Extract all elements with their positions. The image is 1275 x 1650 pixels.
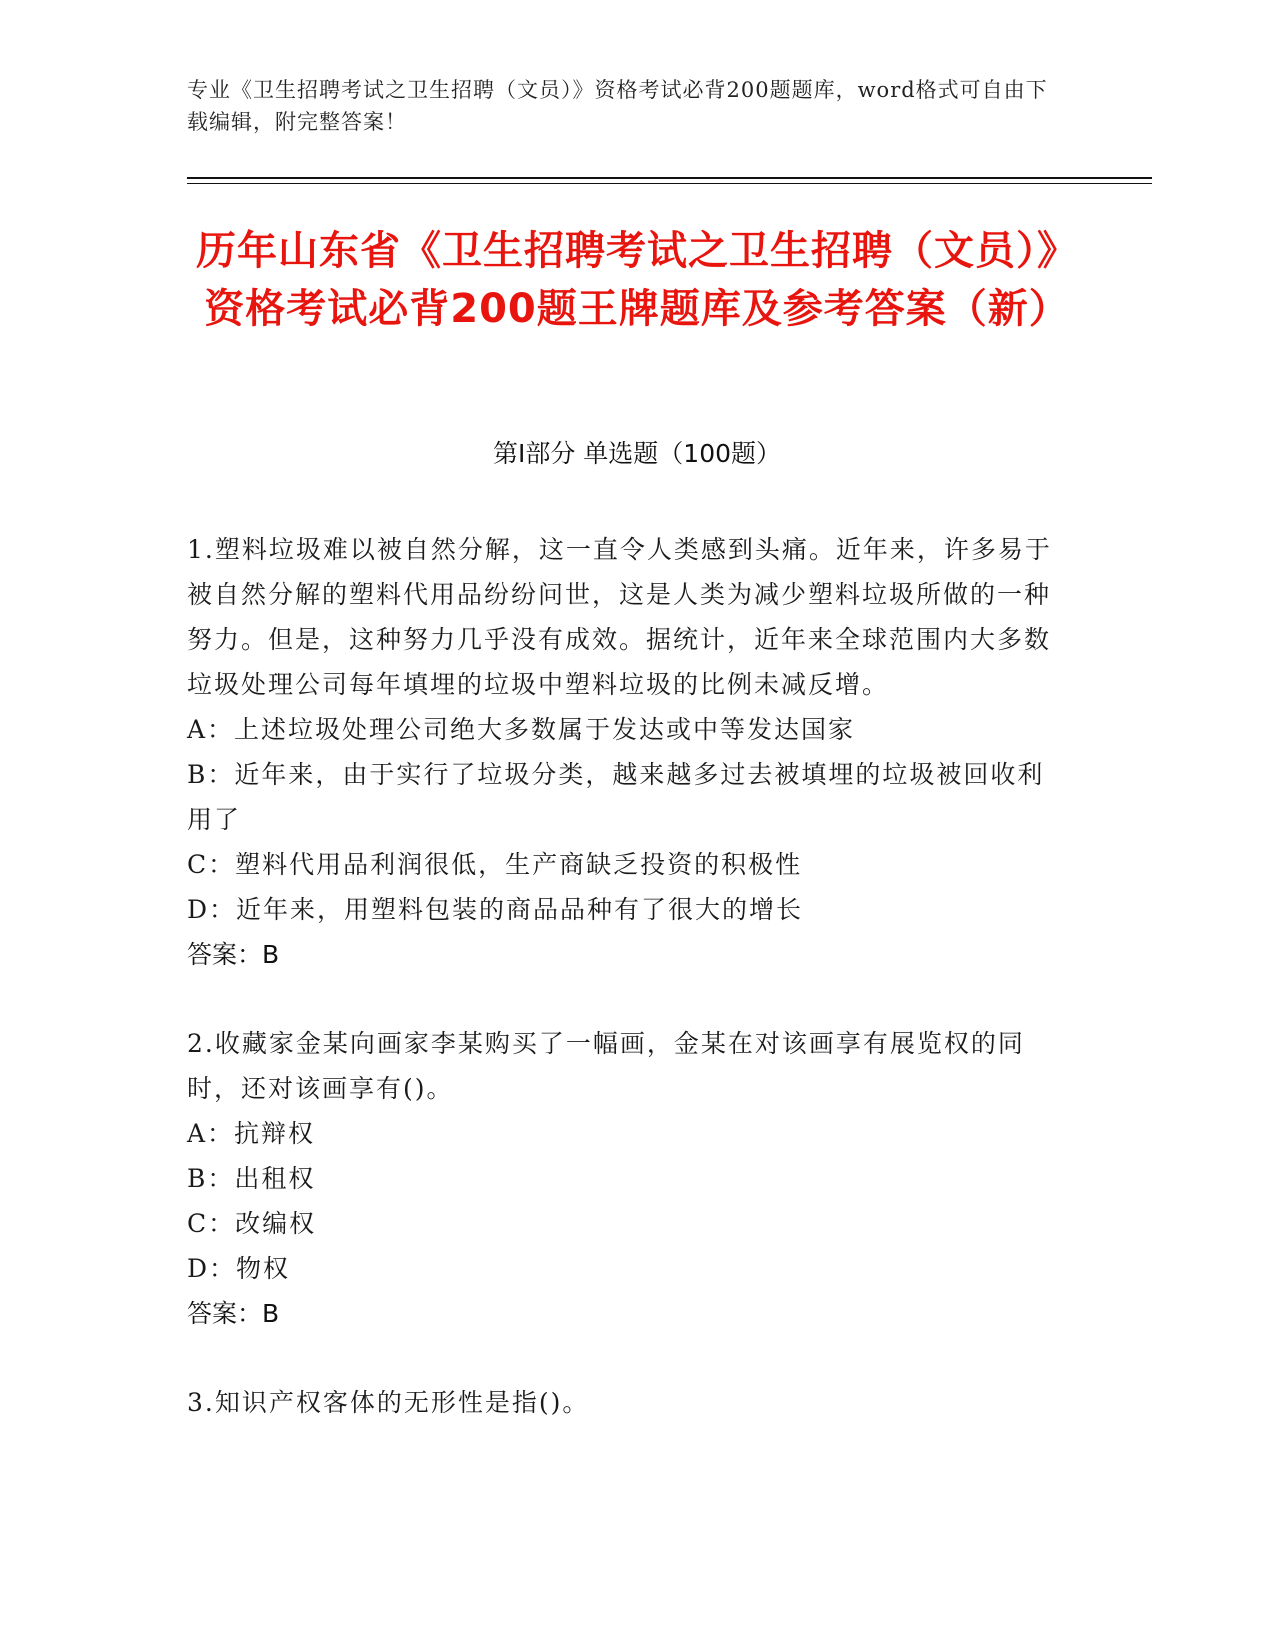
question-3: [187, 1380, 1067, 1425]
document-title: 历年山东省《卫生招聘考试之卫生招聘（文员）》资格考试必背200题王牌题库及参考答案（新）: [196, 228, 1078, 332]
question-list: [187, 527, 1067, 1469]
option-d: D：近年来，用塑料包装的商品品种有了很大的增长: [187, 895, 804, 924]
header-divider-thin: [187, 183, 1152, 184]
question-stem: 3.知识产权客体的无形性是指()。: [187, 1388, 590, 1417]
answer-label: 答案：B: [187, 940, 280, 969]
option-a: A：抗辩权: [187, 1119, 316, 1148]
header-note: 专业《卫生招聘考试之卫生招聘（文员）》资格考试必背200题题库，word格式可自由下载编辑，附完整答案！: [187, 78, 1048, 134]
question-2: [187, 1021, 1067, 1336]
option-a: A：上述垃圾处理公司绝大多数属于发达或中等发达国家: [187, 715, 856, 744]
option-c: C：改编权: [187, 1209, 317, 1238]
option-b: B：近年来，由于实行了垃圾分类，越来越多过去被填埋的垃圾被回收利用了: [187, 760, 1045, 834]
section-heading: 第I部分 单选题（100题）: [492, 439, 782, 468]
option-d: D：物权: [187, 1254, 291, 1283]
question-1: [187, 527, 1067, 977]
option-c: C：塑料代用品利润很低，生产商缺乏投资的积极性: [187, 850, 803, 879]
question-stem: 2.收藏家金某向画家李某购买了一幅画，金某在对该画享有展览权的同时，还对该画享有()。: [187, 1029, 1025, 1103]
header-divider-thick: [187, 177, 1152, 179]
question-stem: 1.塑料垃圾难以被自然分解，这一直令人类感到头痛。近年来，许多易于被自然分解的塑料代用品纷纷问世，这是人类为减少塑料垃圾所做的一种努力。但是，这种努力几乎没有成效。据统计，近年来全球范围内大多数垃圾处理公司每年填埋的垃圾中塑料垃圾的比例未减反增。: [187, 535, 1052, 699]
answer-label: 答案：B: [187, 1299, 280, 1328]
option-b: B：出租权: [187, 1164, 316, 1193]
